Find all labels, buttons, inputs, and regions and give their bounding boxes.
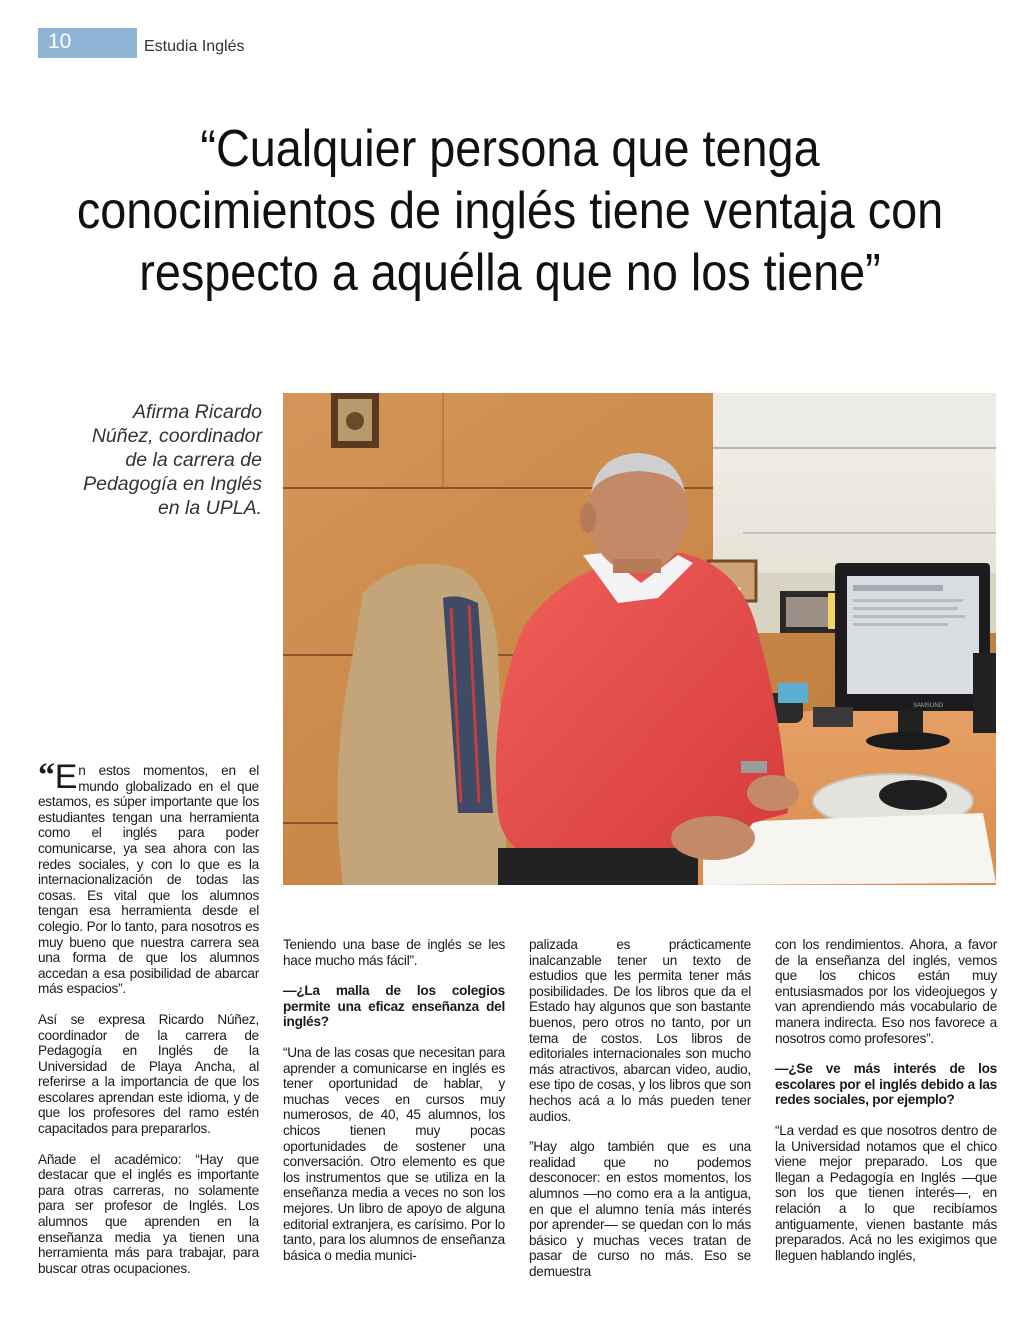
subtitle-line: Núñez, coordinador	[91, 425, 262, 447]
paragraph-text: n estos momentos, en el mundo globalizado en el que estamos, es súper importante que los estudiantes tengan una herramienta como el inglés para poder comunicarse, ya sea ahora con las redes sociales, y con lo que es la internacionalización de todas las cosas. Es vital que los alumnos tengan esa herramienta desde el colegio. Por lo tanto, para nosotros es muy bueno que nuestra carrera sea una forma de que los alumnos accedan a esa posibilidad de abarcar más espacios”.	[38, 763, 259, 997]
headline-line: “Cualquier persona que tenga	[200, 120, 820, 178]
paragraph: “Una de las cosas que necesitan para aprender a comunicarse en inglés es tener oportunidad de hablar, y muchas veces en cursos muy numerosos, de 40, 45 alumnos, los chicos tienen muy pocas oportunidades de sostener una conversación. Otro elemento es que los instrumentos que se utiliza en la enseñanza media a veces no son los mejores. Un libro de apoyo de alguna editorial extranjera, es carísimo. Por lo tanto, para los alumnos de enseñanza básica o media munici-	[283, 1044, 505, 1263]
paragraph: con los rendimientos. Ahora, a favor de la enseñanza del inglés, vemos que los chicos están muy entusiasmados por los videojuegos y van aprendiendo más vocabulario de manera indirecta. Eso nos favorece a nosotros como profesores”.	[775, 937, 997, 1046]
interview-question: —¿La malla de los colegios permite una eficaz enseñanza del inglés?	[283, 983, 505, 1030]
headline	[69, 118, 951, 304]
paragraph: palizada es prácticamente inalcanzable tener un texto de estudios que les permita tener más posibilidades. De los libros que da el Estado hay algunos que son bastante buenos, pero otros no tanto, por un tema de costos. Los libros de editoriales internacionales son mucho más atractivos, abarcan video, audio, ese tipo de cosas, y los libros que son hechos acá a lo más pueden tener audios.	[529, 937, 751, 1124]
subtitle-line: de la carrera de	[125, 449, 262, 471]
paragraph	[38, 757, 259, 997]
paragraph: Añade el académico: “Hay que destacar que el inglés es importante para otras carreras, no solamente para ser profesor de Inglés. Los alumnos que aprenden en la enseñanza media ya tienen una herramienta más para trabajar, para buscar otras ocupaciones.	[38, 1151, 259, 1276]
article-column-1	[38, 757, 259, 1291]
headline-line: conocimientos de inglés tiene ventaja con	[76, 182, 944, 240]
paragraph: “La verdad es que nosotros dentro de la Universidad notamos que el chico viene mejor preparado. Los que llegan a Pedagogía en Inglés —que son los que tienen interés—, en relación a lo que recibíamos antiguamente, vienen bastante más preparados. Acá no les exigimos que lleguen hablando inglés,	[775, 1122, 997, 1263]
interview-question: —¿Se ve más interés de los escolares por el inglés debido a las redes sociales, por ejemplo?	[775, 1061, 997, 1108]
subtitle-line: Pedagogía en Inglés	[83, 473, 262, 495]
paragraph: ”Hay algo también que es una realidad que no podemos desconocer: en estos momentos, los alumnos —no como era a la antigua, en que el alumno tenía más interés por aprender— se quedan con lo más básico y muchas veces tratan de pasar de curso no más. Eso se demuestra	[529, 1139, 751, 1279]
subtitle-line: en la UPLA.	[157, 497, 262, 519]
paragraph: Teniendo una base de inglés se les hace mucho más fácil”.	[283, 937, 505, 968]
article-column-3	[529, 937, 751, 1294]
article-column-4	[775, 937, 997, 1278]
section-title: Estudia Inglés	[144, 38, 245, 55]
page-number: 10	[48, 30, 72, 53]
dropcap: E	[54, 758, 78, 796]
subtitle-line: Afirma Ricardo	[133, 401, 262, 423]
monitor-brand: SAMSUNG	[913, 703, 944, 709]
subtitle	[40, 400, 262, 520]
headline-line: respecto a aquélla que no los tiene”	[139, 244, 881, 302]
article-photo	[283, 393, 996, 885]
paragraph: Así se expresa Ricardo Núñez, coordinador de la carrera de Pedagogía en Inglés de la Universidad de Playa Ancha, al referirse a la importancia de que los escolares aprendan este idioma, y de que los profesores del ramo estén capacitados para prepararlos.	[38, 1011, 259, 1137]
opening-quote-mark: “	[38, 757, 55, 794]
article-column-2	[283, 937, 505, 1278]
